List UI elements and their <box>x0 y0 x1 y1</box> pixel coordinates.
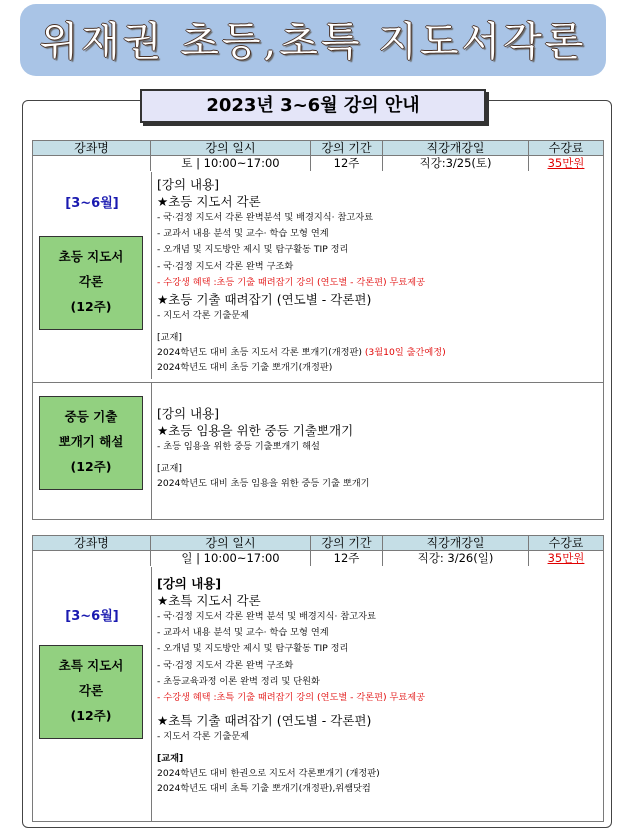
content-star: ★초등 임용을 위한 중등 기출뽀개기 <box>157 423 354 438</box>
course-name-box: 초등 지도서 각론 (12주) <box>39 236 143 330</box>
content-heading: [강의 내용] <box>157 406 220 421</box>
header-fee: 수강료 <box>548 536 584 550</box>
schedule-table-2 <box>32 535 604 822</box>
header-time: 강의 일시 <box>151 536 311 550</box>
schedule-fee: 35만원 <box>547 156 585 170</box>
content-bullet: - 교과서 내용 분석 및 교수· 학습 모형 연계 <box>157 627 329 639</box>
textbook-heading: [교재] <box>157 332 182 344</box>
content-bullet: - 지도서 각론 기출문제 <box>157 310 249 322</box>
schedule-start: 직강:3/25(토) <box>383 156 529 171</box>
content-bullet: - 오개념 및 지도방안 제시 및 탐구활동 TIP 정리 <box>157 244 349 256</box>
header-duration: 강의 기간 <box>311 536 383 550</box>
content-bullet: - 지도서 각론 기출문제 <box>157 731 249 743</box>
textbook-item: 2024학년도 대비 초등 지도서 각론 뽀개기(개정판) (3월10일 출간예정) <box>157 347 446 359</box>
schedule-duration: 12주 <box>311 551 383 566</box>
content-bullet: - 국·검정 지도서 각론 완벽분석 및 배경지식· 참고자료 <box>157 212 373 223</box>
course-row <box>33 172 603 379</box>
subtitle-box: 2023년 3~6월 강의 안내 <box>140 89 486 123</box>
course-name-box: 중등 기출 뽀개기 해설 (12주) <box>39 396 143 490</box>
content-heading: [강의 내용] <box>157 576 222 591</box>
course-name-box: 초특 지도서 각론 (12주) <box>39 645 143 739</box>
table-header <box>33 536 603 551</box>
course-content <box>157 405 599 491</box>
content-star: ★초등 기출 때려잡기 (연도별 - 각론편) <box>157 292 372 308</box>
course-row <box>33 567 603 821</box>
schedule-table-1 <box>32 140 604 520</box>
schedule-time: 토 | 10:00~17:00 <box>151 156 311 171</box>
course-period: [3~6월] <box>65 196 119 211</box>
textbook-item: 2024학년도 대비 한권으로 지도서 각론뽀개기 (개정판) <box>157 768 380 780</box>
benefit-note: - 수강생 혜택 :초특 기출 때려잡기 강의 (연도별 - 각론편) 무료제공 <box>157 692 425 704</box>
schedule-start: 직강: 3/26(일) <box>383 551 529 566</box>
header-start: 직강개강일 <box>383 141 529 155</box>
textbook-item: 2024학년도 대비 초등 임용을 위한 중등 기출 뽀개기 <box>157 478 370 490</box>
course-period: [3~6월] <box>65 609 119 624</box>
content-star: ★초특 기출 때려잡기 (연도별 - 각론편) <box>157 713 372 729</box>
schedule-fee: 35만원 <box>547 551 585 565</box>
textbook-item: 2024학년도 대비 초특 기출 뽀개기(개정판),위쌤닷컴 <box>157 783 371 795</box>
textbook-release-note: (3월10일 출간예정) <box>364 347 446 359</box>
course-content <box>157 575 599 796</box>
page-title: 위재권 초등,초특 지도서각론 <box>39 19 587 65</box>
content-heading: [강의 내용] <box>157 177 220 192</box>
header-course: 강좌명 <box>33 536 151 550</box>
content-bullet: - 초등 임용을 위한 중등 기출뽀개기 해설 <box>157 441 320 452</box>
benefit-note: - 수강생 혜택 :초등 기출 때려잡기 강의 (연도별 - 각론편) 무료제공 <box>157 276 425 288</box>
content-bullet: - 초등교육과정 이론 완벽 정리 및 단원화 <box>157 675 320 687</box>
info-row <box>33 156 603 171</box>
content-bullet: - 국·검정 지도서 각론 완벽 구조화 <box>157 260 294 272</box>
course-row <box>33 382 603 520</box>
title-banner <box>20 4 606 76</box>
course-content <box>157 176 599 375</box>
textbook-item: 2024학년도 대비 초등 기출 뽀개기(개정판) <box>157 362 333 374</box>
content-bullet: - 국·검정 지도서 각론 완벽 구조화 <box>157 659 294 671</box>
textbook-heading: [교재] <box>157 463 182 475</box>
table-header <box>33 141 603 156</box>
content-bullet: - 오개념 및 지도방안 제시 및 탐구활동 TIP 정리 <box>157 643 349 655</box>
content-star: ★초특 지도서 각론 <box>157 593 261 608</box>
header-time: 강의 일시 <box>151 141 311 155</box>
textbook-heading: [교재] <box>157 753 184 765</box>
header-start: 직강개강일 <box>383 536 529 550</box>
header-duration: 강의 기간 <box>311 141 383 155</box>
info-row <box>33 551 603 566</box>
header-course: 강좌명 <box>33 141 151 155</box>
content-bullet: - 국·검정 지도서 각론 완벽 분석 및 배경지식· 참고자료 <box>157 611 376 622</box>
header-fee: 수강료 <box>548 141 584 155</box>
content-star: ★초등 지도서 각론 <box>157 194 261 209</box>
schedule-time: 일 | 10:00~17:00 <box>151 551 311 566</box>
content-bullet: - 교과서 내용 분석 및 교수· 학습 모형 연계 <box>157 228 329 240</box>
schedule-duration: 12주 <box>311 156 383 171</box>
